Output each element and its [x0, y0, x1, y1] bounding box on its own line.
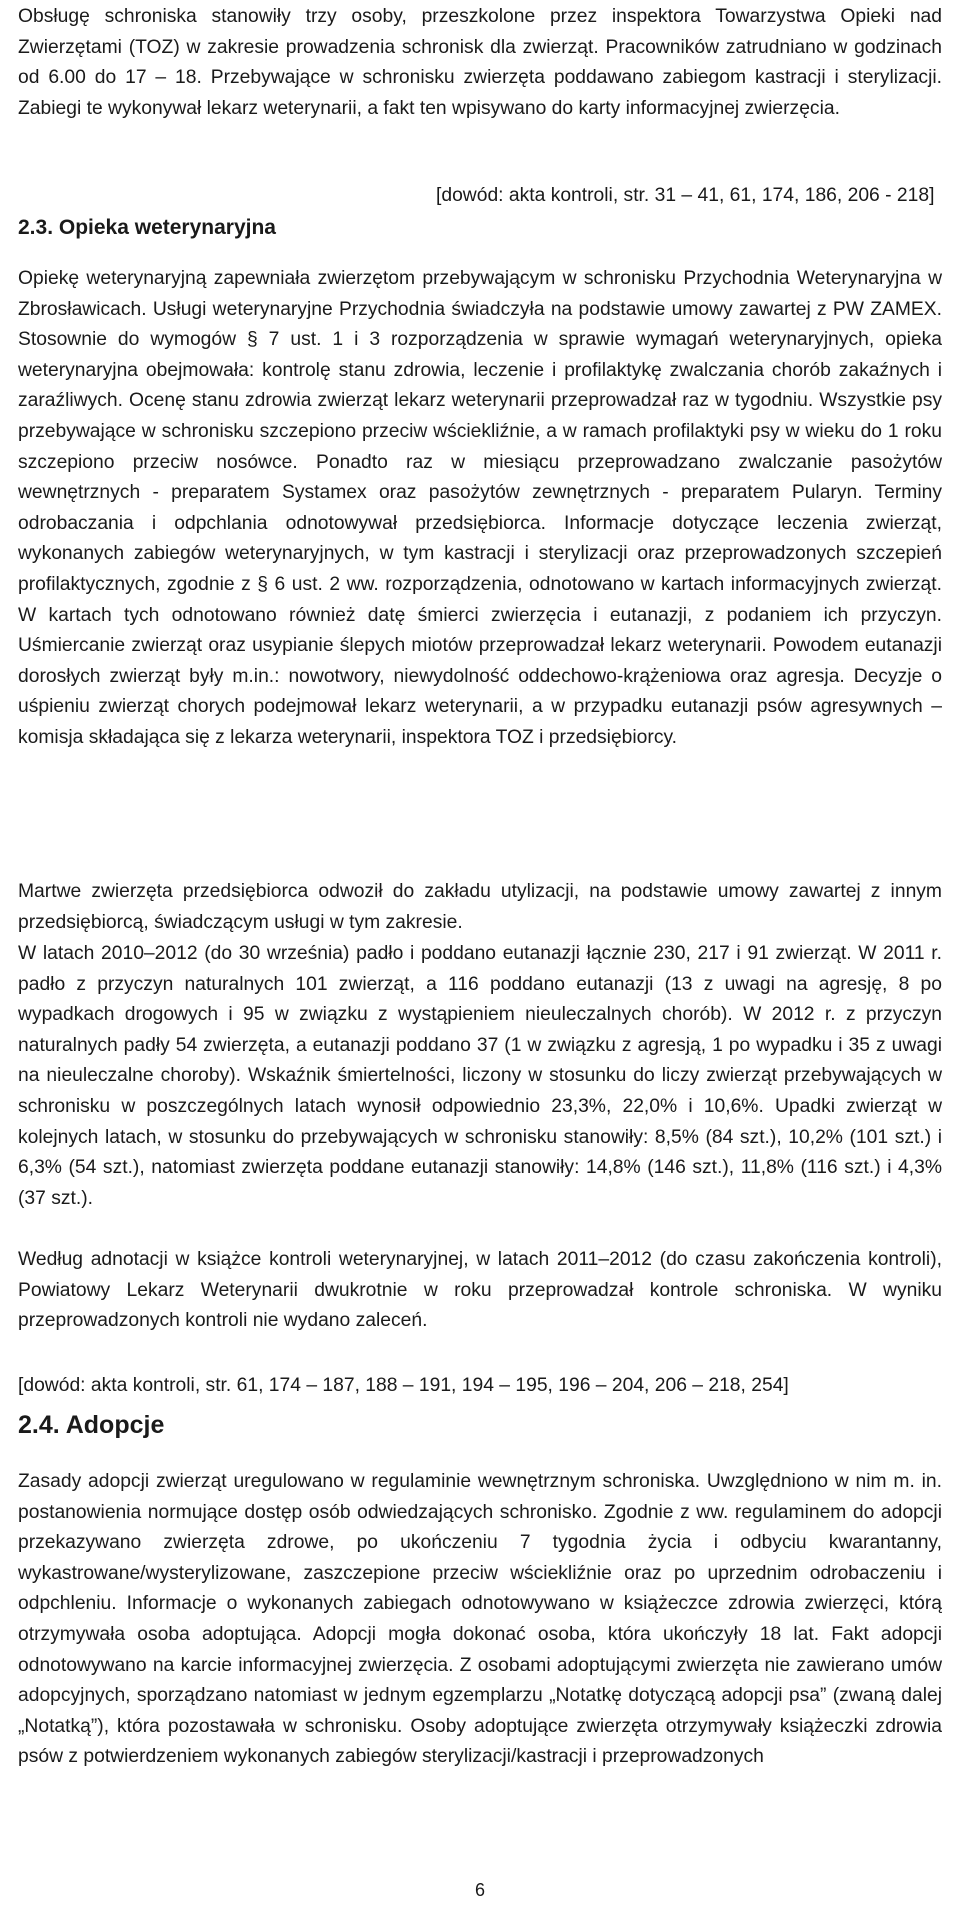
section-number: 2.3.	[18, 216, 54, 239]
page-number: 6	[474, 1880, 485, 1900]
section-2-3-paragraph-2: Martwe zwierzęta przedsiębiorca odwoził do zakładu utylizacji, na podstawie umowy zawartej z innym przedsiębiorcą, świadczącym usługi w tym zakresie.	[18, 881, 942, 933]
section-number: 2.4.	[18, 1411, 60, 1439]
section-2-3-paragraph-4: Według adnotacji w książce kontroli weterynaryjnej, w latach 2011–2012 (do czasu zakończenia kontroli), Powiatowy Lekarz Weterynarii dwukrotnie w roku przeprowadzał kontrole schroniska. W wyniku przeprowadzonych kontroli nie wydano zaleceń.	[18, 1249, 942, 1332]
section-heading-2-4	[18, 1408, 164, 1442]
section-title: Opieka weterynaryjna	[58, 216, 276, 239]
section-2-3-body: Opiekę weterynaryjną zapewniała zwierzętom przebywającym w schronisku Przychodnia Weterynaryjna w Zbrosławicach. Usługi weterynaryjne Przychodnia świadczyła na podstawie umowy zawartej z PW ZAMEX. Stosownie do wymogów § 7 ust. 1 i 3 rozporządzenia w sprawie wymagań weterynaryjnych, opieka weterynaryjna obejmowała: kontrolę stanu zdrowia, leczenie i profilaktykę zwalczania chorób zakaźnych i zaraźliwych. Ocenę stanu zdrowia zwierząt lekarz weterynarii przeprowadzał raz w tygodniu. Wszystkie psy przebywające w schronisku szczepiono przeciw wściekliźnie, a w ramach profilaktyki psy w wieku do 1 roku szczepiono przeciw nosówce. Ponadto raz w miesiącu przeprowadzano zwalczanie pasożytów wewnętrznych - preparatem Systamex oraz pasożytów zewnętrznych - preparatem Pularyn. Terminy odrobaczania i odpchlania odnotowywał przedsiębiorca. Informacje dotyczące leczenia zwierząt, wykonanych zabiegów weterynaryjnych, w tym kastracji i sterylizacji oraz przeprowadzonych szczepień profilaktycznych, zgodnie z § 6 ust. 2 ww. rozporządzenia, odnotowano w kartach informacyjnych zwierząt. W kartach tych odnotowano również datę śmierci zwierzęcia i eutanazji, z podaniem ich przyczyn. Uśmiercanie zwierząt oraz usypianie ślepych miotów przeprowadzał lekarz weterynarii. Powodem eutanazji dorosłych zwierząt były m.in.: nowotwory, niewydolność oddechowo-krążeniowa oraz agresja. Decyzje o uśpieniu zwierząt chorych podejmował lekarz weterynarii, a w przypadku eutanazji psów agresywnych – komisja składająca się z lekarza weterynarii, inspektora TOZ i przedsiębiorcy.	[18, 268, 942, 748]
section-heading-2-3	[18, 213, 276, 243]
section-title: Adopcje	[65, 1411, 165, 1439]
evidence-note-1: [dowód: akta kontroli, str. 31 – 41, 61, 174, 186, 206 - 218]	[436, 185, 935, 206]
section-2-3-paragraph-3: W latach 2010–2012 (do 30 września) padło i poddano eutanazji łącznie 230, 217 i 91 zwierząt. W 2011 r. padło z przyczyn naturalnych 101 zwierząt, a 116 poddano eutanazji (13 z uwagi na agresję, 8 po wypadkach drogowych i 95 w związku z wystąpieniem nieuleczalnych chorób). W 2012 r. z przyczyn naturalnych padły 54 zwierzęta, a eutanazji poddano 37 (1 w związku z agresją, 1 po wypadku i 35 z uwagi na nieuleczalne choroby). Wskaźnik śmiertelności, liczony w stosunku do liczy zwierząt przebywających w schronisku w poszczególnych latach wynosił odpowiednio 23,3%, 22,0% i 10,6%. Upadki zwierząt w kolejnych latach, w stosunku do przebywających w schronisku stanowiły: 8,5% (84 szt.), 10,2% (101 szt.) i 6,3% (54 szt.), natomiast zwierzęta poddane eutanazji stanowiły: 14,8% (146 szt.), 11,8% (116 szt.) i 4,3% (37 szt.).	[18, 943, 942, 1209]
intro-paragraph: Obsługę schroniska stanowiły trzy osoby, przeszkolone przez inspektora Towarzystwa Opieki nad Zwierzętami (TOZ) w zakresie prowadzenia schronisk dla zwierząt. Pracowników zatrudniano w godzinach od 6.00 do 17 – 18. Przebywające w schronisku zwierzęta poddawano zabiegom kastracji i sterylizacji. Zabiegi te wykonywał lekarz weterynarii, a fakt ten wpisywano do karty informacyjnej zwierzęcia.	[18, 6, 942, 119]
evidence-note-2: [dowód: akta kontroli, str. 61, 174 – 187, 188 – 191, 194 – 195, 196 – 204, 206 – 218, 254]	[18, 1375, 789, 1396]
section-2-4-body: Zasady adopcji zwierząt uregulowano w regulaminie wewnętrznym schroniska. Uwzględniono w nim m. in. postanowienia normujące dostęp osób odwiedzających schronisko. Zgodnie z ww. regulaminem do adopcji przekazywano zwierzęta zdrowe, po ukończeniu 7 tygodnia życia i odbyciu kwarantanny, wykastrowane/wysterylizowane, zaszczepione przeciw wściekliźnie oraz po uprzednim odrobaczeniu i odpchleniu. Informacje o wykonanych zabiegach odnotowywano w książeczce zdrowia zwierzęci, którą otrzymywała osoba adoptująca. Adopcji mogła dokonać osoba, która ukończyły 18 lat. Fakt adopcji odnotowywano na karcie informacyjnej zwierzęcia. Z osobami adoptującymi zwierzęta nie zawierano umów adopcyjnych, sporządzano natomiast w jednym egzemplarzu „Notatkę dotyczącą adopcji psa” (zwaną dalej „Notatką”), która pozostawała w schronisku. Osoby adoptujące zwierzęta otrzymywały książeczki zdrowia psów z potwierdzeniem wykonanych zabiegów sterylizacji/kastracji i przeprowadzonych	[18, 1471, 942, 1768]
